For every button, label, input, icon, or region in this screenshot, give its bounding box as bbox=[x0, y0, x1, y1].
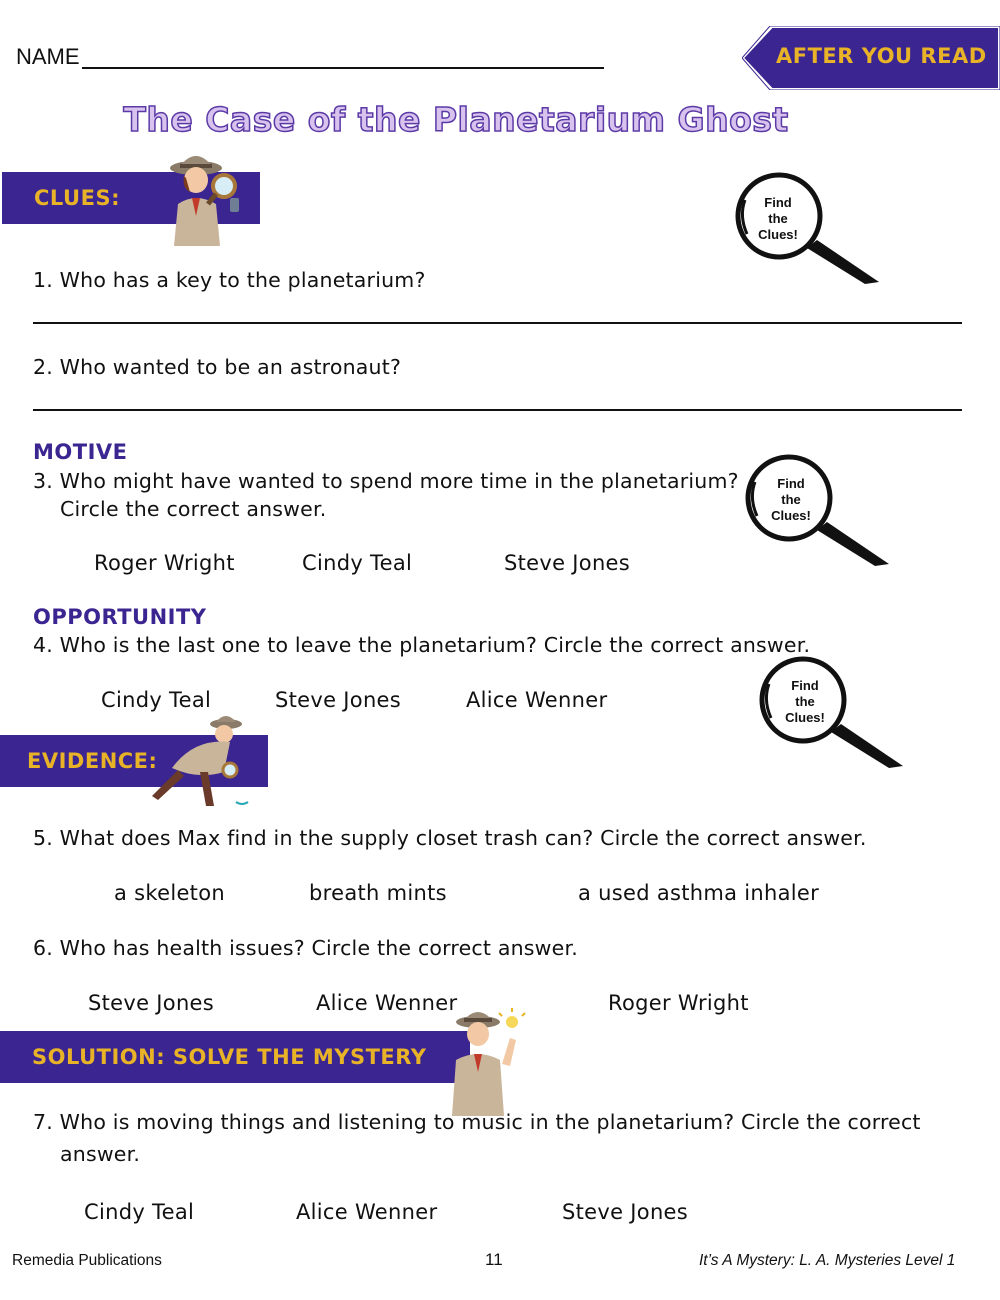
page-title: The Case of the Planetarium Ghost bbox=[123, 100, 789, 139]
badge-line-find: Find bbox=[764, 195, 792, 210]
evidence-heading: EVIDENCE: bbox=[27, 749, 158, 773]
name-write-line[interactable] bbox=[82, 67, 604, 69]
question-4: 4. Who is the last one to leave the planetarium? Circle the correct answer. bbox=[33, 633, 811, 657]
motive-heading: MOTIVE bbox=[33, 440, 128, 464]
solution-heading: SOLUTION: SOLVE THE MYSTERY bbox=[32, 1045, 427, 1069]
badge-line-find: Find bbox=[791, 678, 819, 693]
question-7-line-1: 7. Who is moving things and listening to music in the planetarium? Circle the correct bbox=[33, 1110, 921, 1134]
answer-choice[interactable]: a skeleton bbox=[114, 881, 225, 905]
answer-choice[interactable]: Steve Jones bbox=[504, 551, 631, 575]
badge-line-the: the bbox=[781, 492, 801, 507]
answer-choice[interactable]: Roger Wright bbox=[94, 551, 235, 575]
clues-heading: CLUES: bbox=[34, 186, 120, 210]
answer-choice[interactable]: Roger Wright bbox=[608, 991, 749, 1015]
footer-series: It’s A Mystery: L. A. Mysteries Level 1 bbox=[699, 1252, 956, 1269]
find-the-clues-badge-text bbox=[775, 678, 835, 726]
answer-choice[interactable]: Alice Wenner bbox=[296, 1200, 438, 1224]
footer-page-number: 11 bbox=[485, 1250, 503, 1269]
answer-choice[interactable]: Steve Jones bbox=[88, 991, 215, 1015]
opportunity-heading: OPPORTUNITY bbox=[33, 605, 207, 629]
question-3-line-2: Circle the correct answer. bbox=[60, 497, 327, 521]
badge-line-the: the bbox=[795, 694, 815, 709]
badge-line-clues: Clues! bbox=[785, 710, 825, 725]
question-1: 1. Who has a key to the planetarium? bbox=[33, 268, 426, 292]
question-6: 6. Who has health issues? Circle the correct answer. bbox=[33, 936, 578, 960]
question-7-line-2: answer. bbox=[60, 1142, 141, 1166]
answer-choice[interactable]: breath mints bbox=[309, 881, 447, 905]
question-5: 5. What does Max find in the supply closet trash can? Circle the correct answer. bbox=[33, 826, 867, 850]
answer-choice[interactable]: Alice Wenner bbox=[316, 991, 458, 1015]
badge-line-the: the bbox=[768, 211, 788, 226]
question-3-line-1: 3. Who might have wanted to spend more time in the planetarium? bbox=[33, 469, 739, 493]
after-you-read-label: AFTER YOU READ bbox=[776, 44, 987, 68]
answer-choice[interactable]: a used asthma inhaler bbox=[578, 881, 820, 905]
detective-magnifier-illustration bbox=[146, 146, 256, 246]
answer-choice[interactable]: Cindy Teal bbox=[302, 551, 413, 575]
answer-choice[interactable]: Steve Jones bbox=[275, 688, 402, 712]
badge-line-find: Find bbox=[777, 476, 805, 491]
detective-searching-illustration bbox=[138, 710, 256, 810]
answer-line-2[interactable] bbox=[33, 409, 962, 411]
answer-choice[interactable]: Cindy Teal bbox=[101, 688, 212, 712]
find-the-clues-badge-text bbox=[748, 195, 808, 243]
answer-choice[interactable]: Alice Wenner bbox=[466, 688, 608, 712]
answer-choice[interactable]: Steve Jones bbox=[562, 1200, 689, 1224]
footer-publisher: Remedia Publications bbox=[12, 1252, 162, 1269]
answer-choice[interactable]: Cindy Teal bbox=[84, 1200, 195, 1224]
question-2: 2. Who wanted to be an astronaut? bbox=[33, 355, 402, 379]
badge-line-clues: Clues! bbox=[771, 508, 811, 523]
detective-idea-illustration bbox=[440, 1008, 530, 1116]
name-label: NAME bbox=[16, 44, 80, 69]
find-the-clues-badge-text bbox=[761, 476, 821, 524]
answer-line-1[interactable] bbox=[33, 322, 962, 324]
badge-line-clues: Clues! bbox=[758, 227, 798, 242]
